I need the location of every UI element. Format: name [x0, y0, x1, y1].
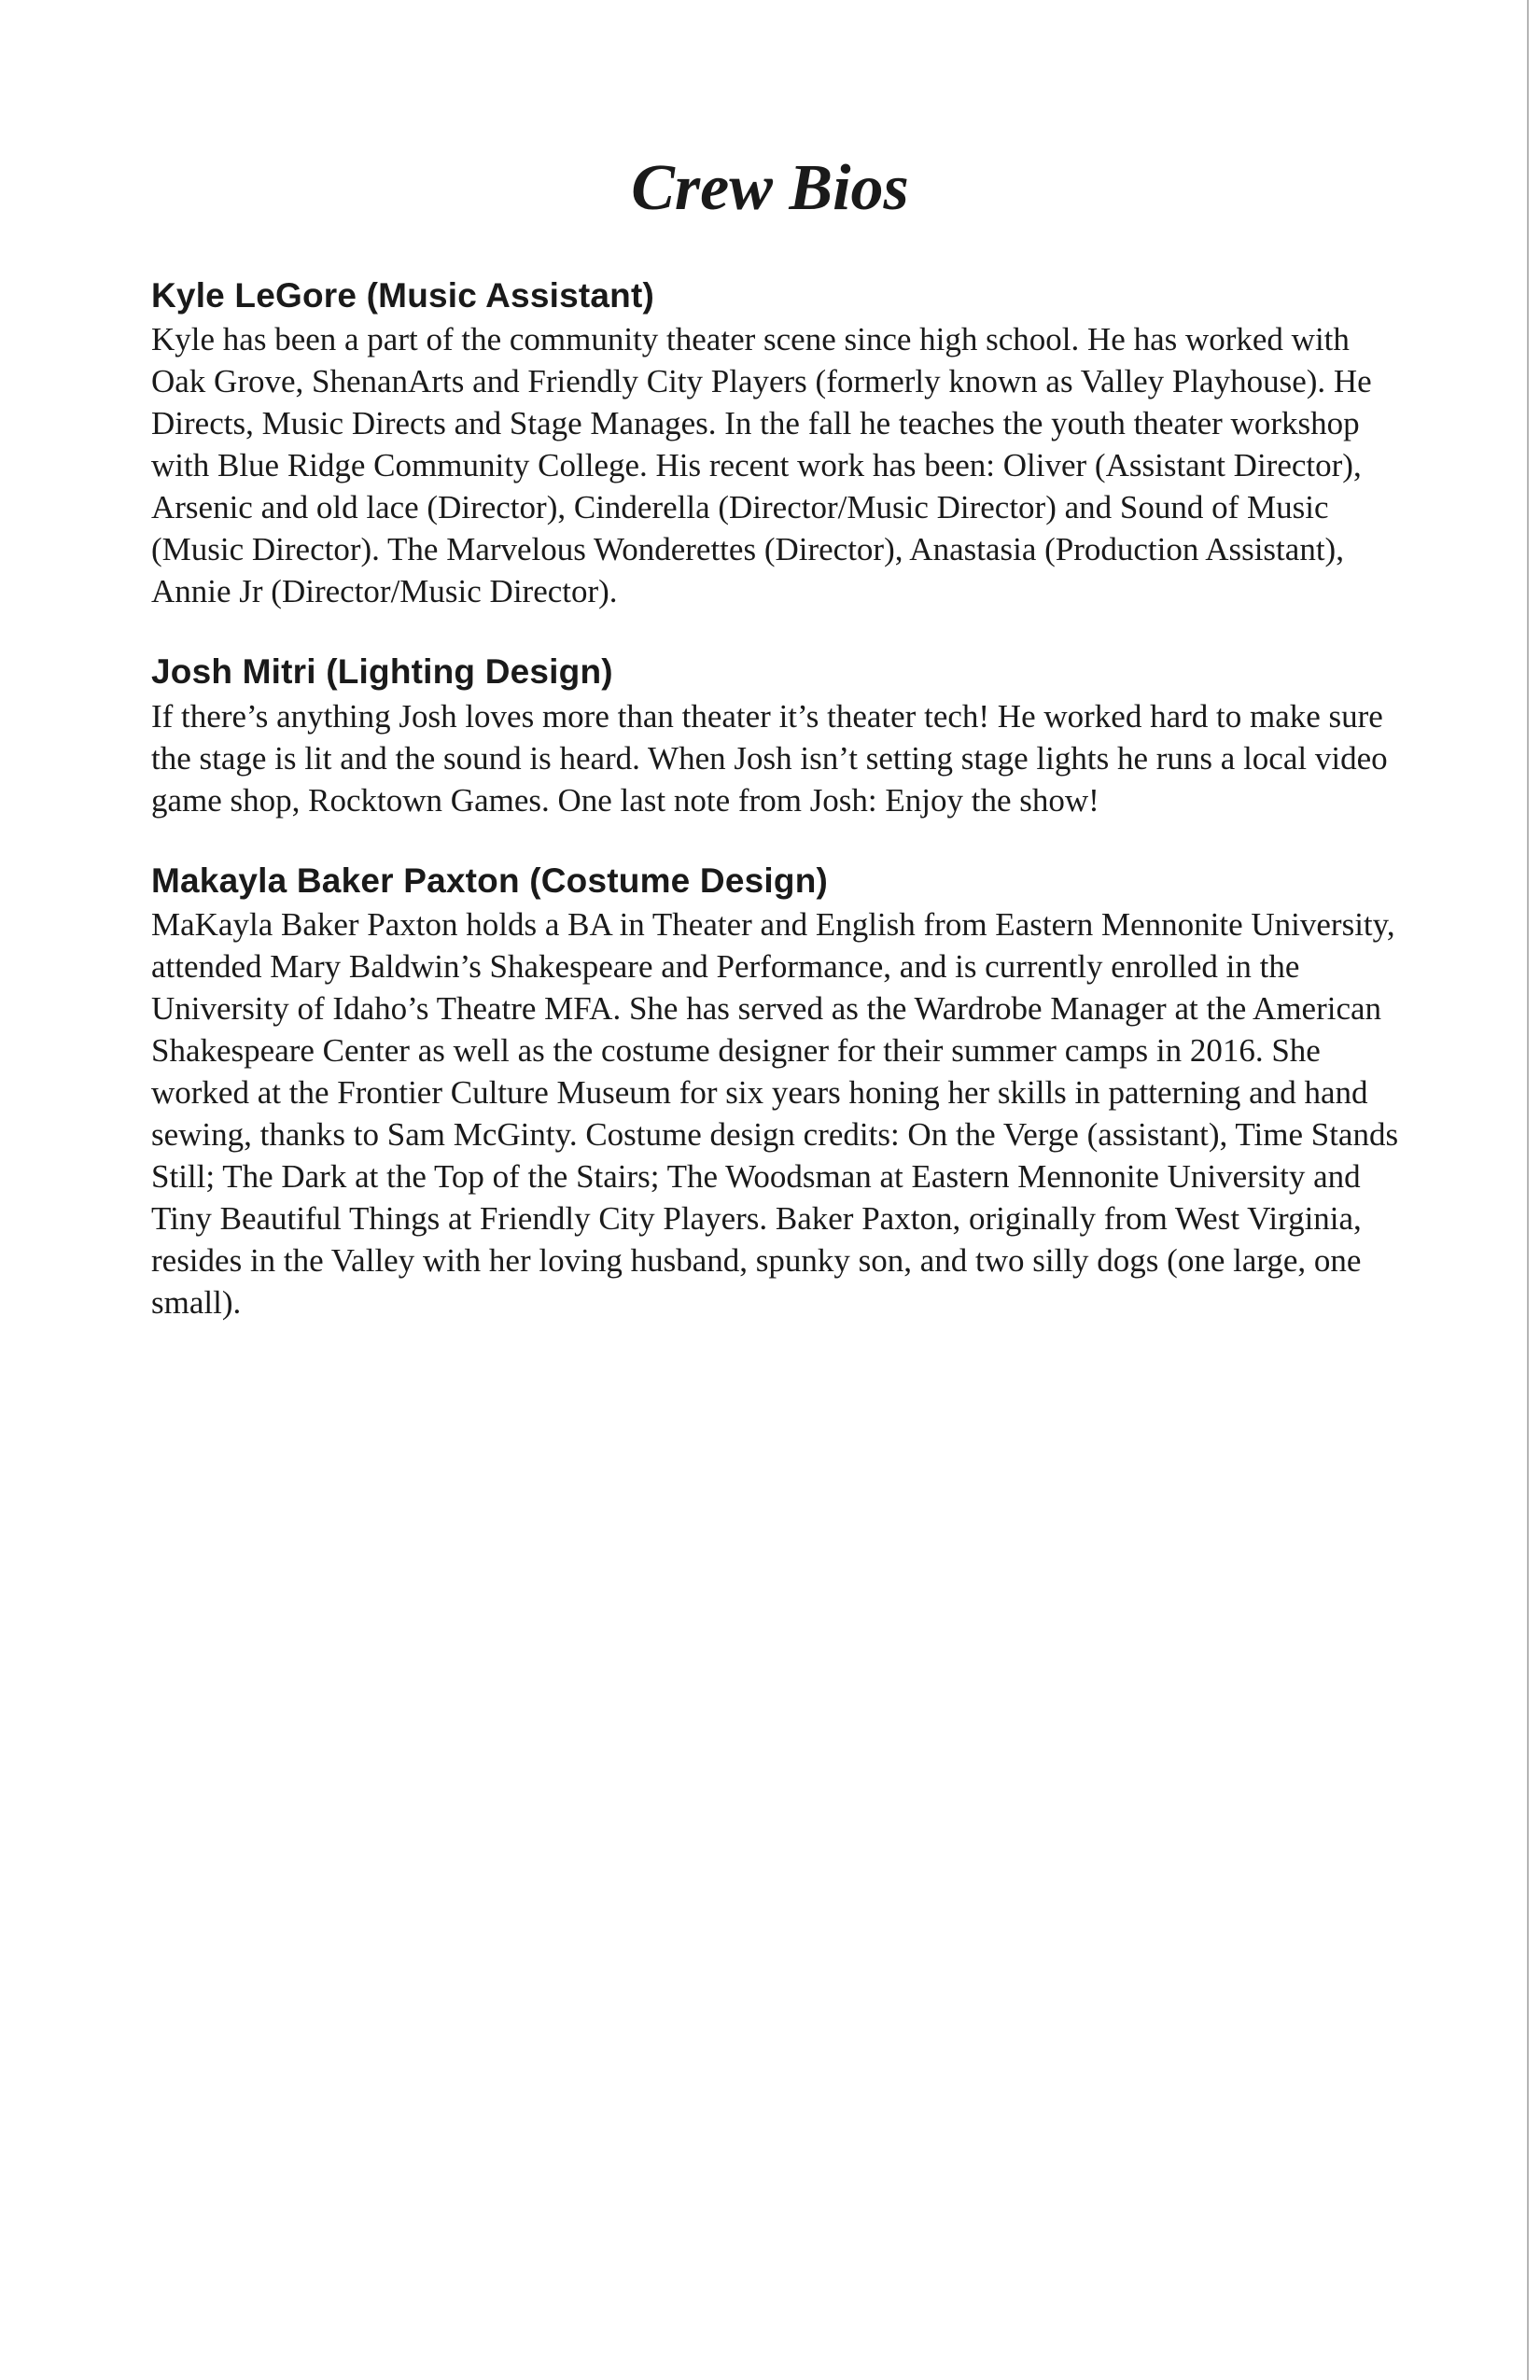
bio-heading: Kyle LeGore (Music Assistant): [151, 276, 655, 315]
bio-body: If there’s anything Josh loves more than theater it’s theater tech! He worked hard to make sure the stage is lit and the sound is heard. When Josh isn’t setting stage lights he runs a local video game shop, Rocktown Games. One last note from Josh: Enjoy the show!: [151, 697, 1388, 819]
crew-bios-list: [151, 275, 1402, 1363]
bio-body: MaKayla Baker Paxton holds a BA in Theater and English from Eastern Mennonite University, attended Mary Baldwin’s Shakespeare and Performance, and is currently enrolled in the University of Idaho’s Theatre MFA. She has served as the Wardrobe Manager at the American Shakespeare Center as well as the costume designer for their summer camps in 2016. She worked at the Frontier Culture Museum for six years honing her skills in patterning and hand sewing, thanks to Sam McGinty. Costume design credits: On the Verge (assistant), Time Stands Still; The Dark at the Top of the Stairs; The Woodsman at Eastern Mennonite University and Tiny Beautiful Things at Friendly City Players. Baker Paxton, originally from West Virginia, resides in the Valley with her loving husband, spunky son, and two silly dogs (one large, one small).: [151, 906, 1399, 1322]
bio-kyle-legore: [151, 275, 1402, 612]
bio-makayla-baker-paxton: [151, 861, 1402, 1323]
bio-heading: Makayla Baker Paxton (Costume Design): [151, 861, 829, 900]
page-edge-divider: [1527, 0, 1529, 2380]
bio-heading: Josh Mitri (Lighting Design): [151, 652, 613, 692]
bio-body: Kyle has been a part of the community theater scene since high school. He has worked with Oak Grove, ShenanArts and Friendly City Players (formerly known as Valley Playhouse). He Directs, Music Directs and Stage Manages. In the fall he teaches the youth theater workshop with Blue Ridge Community College. His recent work has been: Oliver (Assistant Director), Arsenic and old lace (Director), Cinderella (Director/Music Director) and Sound of Music (Music Director). The Marvelous Wonderettes (Director), Anastasia (Production Assistant), Annie Jr (Director/Music Director).: [151, 321, 1372, 610]
page-title: Crew Bios: [631, 152, 909, 224]
bio-josh-mitri: [151, 651, 1402, 820]
